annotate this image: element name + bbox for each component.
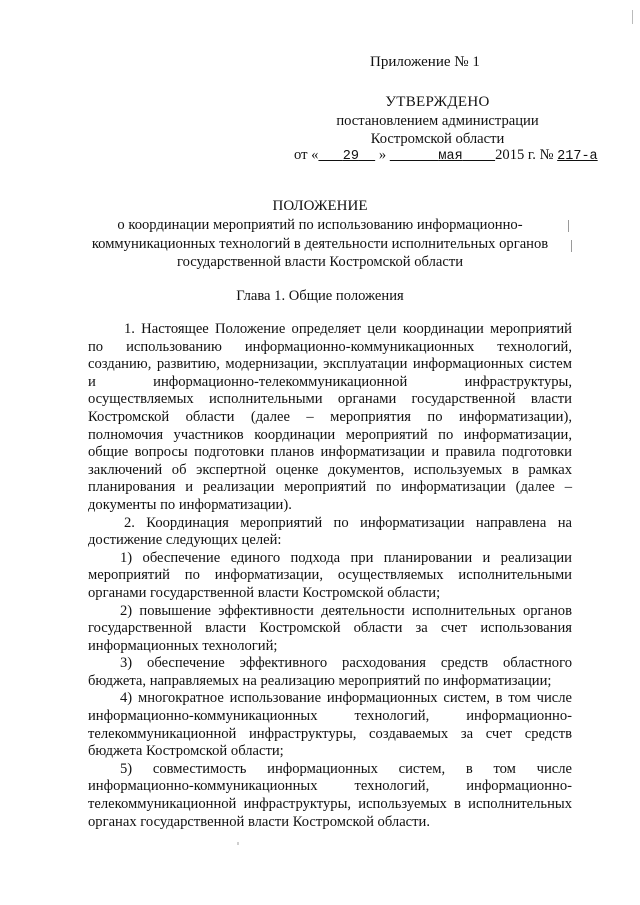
chapter-heading: Глава 1. Общие положения	[236, 288, 404, 304]
date-year: 2015 г. №	[495, 147, 554, 163]
list-item: 3) обеспечение эффективного расходования средств областного бюджета, направляемых на реализацию мероприятий по информатизации;	[88, 655, 572, 689]
approved-region: Костромской области	[370, 131, 505, 147]
list-item: 2) повышение эффективности деятельности исполнительных органов государственной власти Костромской области за счет использования информационных технологий;	[88, 602, 572, 654]
list-item: 4) многократное использование информационных систем, в том числе информационно-коммуникационных технологий, информационно-телекоммуникационной инфраструктуры, создаваемых за счет средств бюджета Костромской области;	[88, 690, 572, 760]
approved-heading: УТВЕРЖДЕНО	[385, 94, 490, 110]
document-subtitle	[60, 216, 580, 272]
scan-artifact	[571, 240, 572, 252]
date-day: 29	[342, 149, 359, 164]
document-body	[88, 321, 572, 831]
scan-artifact	[568, 220, 569, 232]
paragraph: 2. Координация мероприятий по информатизации направлена на достижение следующих целей:	[88, 514, 572, 549]
document-title: ПОЛОЖЕНИЕ	[272, 198, 368, 214]
subtitle-line: коммуникационных технологий в деятельности исполнительных органов	[91, 235, 549, 252]
approved-by: постановлением администрации	[336, 113, 539, 129]
date-mid: »	[378, 147, 387, 163]
scan-artifact	[632, 10, 633, 24]
scan-artifact	[237, 842, 239, 845]
approval-date-line	[294, 146, 598, 166]
date-number: 217-а	[557, 149, 598, 164]
appendix-label: Приложение № 1	[370, 54, 480, 70]
date-month: мая	[438, 149, 463, 164]
subtitle-line: государственной власти Костромской области	[176, 254, 464, 270]
subtitle-line: о координации мероприятий по использованию информационно-	[117, 217, 523, 233]
paragraph: 1. Настоящее Положение определяет цели координации мероприятий по использованию информационно-коммуникационных технологий, созданию, развитию, модернизации, эксплуатации информационных систем и информационно-телекоммуникационной инфраструктуры, осуществляемых исполнительными органами государственной власти Костромской области (далее – мероприятия по информатизации), полномочия участников координации мероприятий по информатизации, общие вопросы подготовки планов информатизации и правила подготовки заключений об экспертной оценке документов, используемых в рамках планирования и реализации мероприятий по информатизации (далее – документы по информатизации).	[88, 321, 572, 513]
date-prefix: от «	[294, 147, 319, 163]
list-item: 5) совместимость информационных систем, в том числе информационно-коммуникационных технологий, информационно-телекоммуникационной инфраструктуры, используемых в исполнительных органах государственной власти Костромской области.	[88, 760, 572, 830]
list-item: 1) обеспечение единого подхода при планировании и реализации мероприятий по информатизации, осуществляемых исполнительными органами государственной власти Костромской области;	[88, 549, 572, 601]
